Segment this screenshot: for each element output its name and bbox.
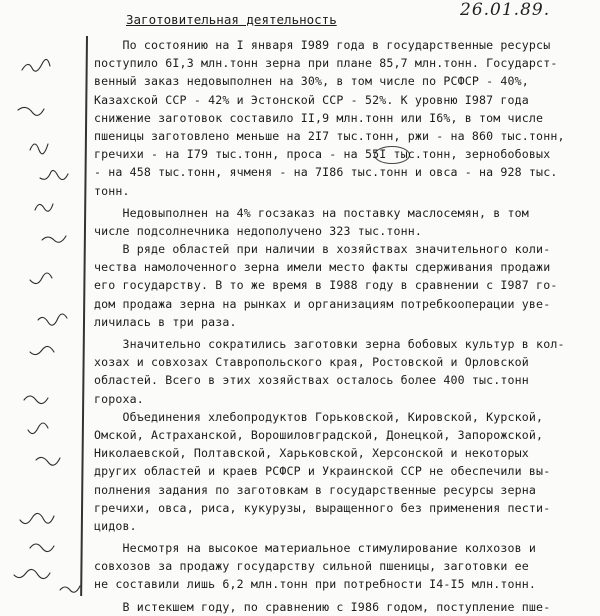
text-line: - на 458 тыс.тонн, ячменя - на 7I86 тыс.тонн и овса - на 928 тыс.: [94, 165, 558, 180]
text-line: гречихи - на I79 тыс.тонн, проса - на 55I тыс.тонн, зернобобовых: [94, 147, 551, 162]
text-line: совхозов за продажу государству сильной пшеницы, заготовки ее: [94, 559, 529, 574]
text-line: цидов.: [94, 518, 137, 533]
text-line: Значительно сократились заготовки зерна бобовых культур в кол-: [94, 337, 565, 351]
text-line: гречихи, овса, риса, кукурузы, выращенного без применения пести-: [94, 500, 551, 515]
text-line: венный заказ недовыполнен на 30%, в том числе по РСФСР - 40%,: [94, 74, 529, 89]
text-line: полнения задания по заготовкам в государственные ресурсы зерна: [94, 482, 537, 497]
handwritten-date: 26.01.89.: [460, 0, 551, 20]
text-line: Николаевской, Полтавской, Харьковской, Херсонской и некоторых: [94, 446, 529, 461]
text-line: числе подсолнечника недополучено 323 тыс.тонн.: [94, 223, 422, 238]
text-line: гороха.: [94, 391, 144, 406]
text-line: снижение заготовок составило II,9 млн.тонн или I6%, в том числе: [94, 110, 544, 125]
text-line: хозах и совхозах Ставропольского края, Ростовской и Орловской: [94, 355, 529, 370]
text-line: поступило 6I,3 млн.тонн зерна при плане 85,7 млн.тонн. Государст-: [94, 56, 558, 71]
text-line: По состоянию на I января I989 года в государственные ресурсы: [94, 38, 551, 52]
text-line: Недовыполнен на 4% госзаказ на поставку маслосемян, в том: [94, 205, 529, 220]
text-line: личилась в три раза.: [94, 314, 237, 329]
margin-handwriting-scribbles: [0, 0, 90, 600]
text-line: его государству. В то же время в I988 году в сравнении с I987 го-: [94, 278, 558, 293]
text-line: В ряде областей при наличии в хозяйствах значительного коли-: [94, 242, 551, 257]
text-line: дом продажа зерна на рынках и организациям потребкооперации уве-: [94, 296, 551, 311]
text-line: Казахской ССР - 42% и Эстонской ССР - 52%. К уровню I987 года: [94, 92, 529, 107]
text-line: областей. Всего в этих хозяйствах осталось более 400 тыс.тонн: [94, 373, 529, 388]
document-body: [94, 36, 594, 616]
document-heading: Заготовительная деятельность: [126, 12, 337, 27]
text-line: других областей и краев РСФСР и Украинской ССР не обеспечили вы-: [94, 464, 551, 479]
text-line: Омской, Астраханской, Ворошиловградской, Донецкой, Запорожской,: [94, 427, 544, 442]
text-line: В истекшем году, по сравнению с I986 годом, поступление пше-: [94, 599, 551, 614]
text-line: Объединения хлебопродуктов Горьковской, Кировской, Курской,: [94, 409, 544, 424]
text-line: Несмотря на высокое материальное стимулирование колхозов и: [94, 541, 537, 556]
text-line: тонн.: [94, 183, 130, 198]
text-line: пшеницы заготовлено меньше на 2I7 тыс.тонн, ржи - на 860 тыс.тонн,: [94, 128, 565, 143]
text-line: чества намолоченного зерна имели место факты сдерживания продажи: [94, 260, 551, 275]
text-line: не составили лишь 6,2 млн.тонн при потребности I4-I5 млн.тонн.: [94, 577, 537, 592]
